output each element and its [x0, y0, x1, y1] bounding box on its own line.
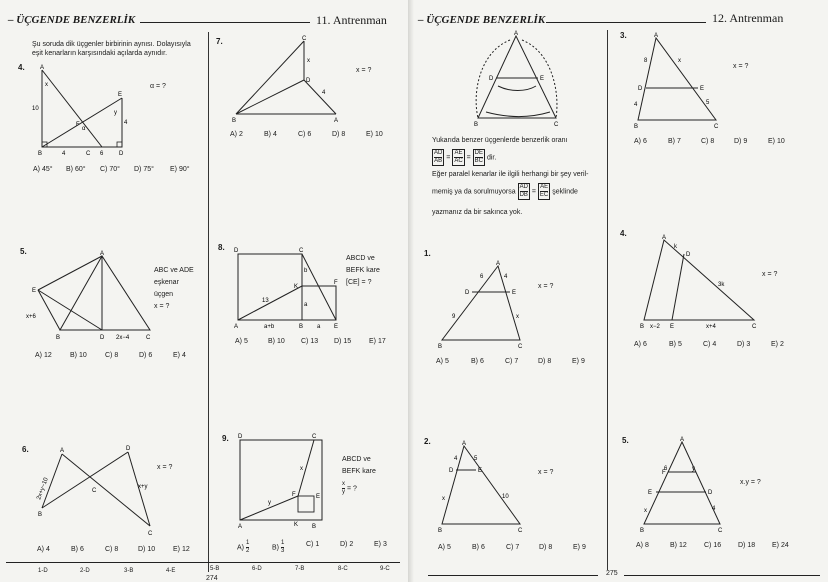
q5-desc-1: ABC ve ADE [154, 267, 194, 274]
r5-option-a[interactable]: A) 8 [636, 542, 649, 549]
q9-question-den: y [342, 489, 345, 495]
q5-option-c[interactable]: C) 8 [105, 352, 119, 359]
left-page-number: 274 [206, 575, 218, 582]
q4-label-4a: 4 [124, 120, 128, 126]
q4-question: α = ? [150, 83, 166, 90]
question-4-figure [30, 62, 140, 158]
q9-label-x: x [300, 466, 303, 472]
r2-option-b[interactable]: B) 6 [472, 544, 485, 551]
intro-figure [458, 30, 578, 130]
r5-label-B: B [640, 528, 645, 534]
question-6-figure [34, 446, 164, 536]
answer-key-8: 8-C [338, 566, 348, 572]
left-title: 11. Antrenman [316, 13, 387, 27]
question-8-figure [230, 246, 345, 332]
q5-desc-2: eşkenar [154, 279, 179, 286]
r3-label-5: 5 [706, 100, 710, 106]
q9-option-b-den: 3 [280, 548, 285, 554]
r-question-5-figure [636, 436, 736, 534]
q9-label-E: E [316, 494, 321, 500]
ratio2-n1: AD [519, 184, 528, 190]
r3-label-A: A [654, 33, 659, 39]
ratio2-n2: AE [540, 184, 549, 190]
r5-label-6: 6 [664, 466, 668, 472]
r4-label-x2: x−2 [650, 324, 660, 330]
intro-label-B: B [474, 122, 479, 128]
ratio-d2: AC [454, 158, 463, 164]
q8-option-d[interactable]: D) 15 [334, 338, 352, 345]
q9-option-b-letter: B) [272, 544, 279, 552]
q5-label-D: D [100, 335, 105, 341]
answer-key-9: 9-C [380, 566, 390, 572]
q6-option-d[interactable]: D) 10 [138, 546, 156, 553]
q8-question: [CE] = ? [346, 279, 372, 286]
r1-option-a[interactable]: A) 5 [436, 358, 449, 365]
q5-label-A: A [100, 251, 105, 257]
q7-option-a[interactable]: A) 2 [230, 131, 243, 138]
right-title: 12. Antrenman [712, 11, 784, 25]
r2-label-4: 4 [454, 456, 458, 462]
q5-option-b[interactable]: B) 10 [70, 352, 87, 359]
ratio2-d2: EC [539, 192, 549, 198]
q7-option-e[interactable]: E) 10 [366, 131, 383, 138]
q8-option-a[interactable]: A) 5 [235, 338, 248, 345]
q4-option-e[interactable]: E) 90° [170, 166, 190, 173]
q8-desc-1: ABCD ve [346, 255, 375, 262]
r2-label-10: 10 [502, 494, 509, 500]
q8-label-a1: a [304, 302, 308, 308]
answer-key-6: 6-D [252, 566, 262, 572]
r3-option-d[interactable]: D) 9 [734, 138, 748, 145]
q4-label-B: B [38, 151, 43, 157]
q5-option-d[interactable]: D) 6 [139, 352, 153, 359]
q6-option-c[interactable]: C) 8 [105, 546, 119, 553]
column-divider [208, 32, 209, 572]
q9-question [342, 481, 357, 496]
r5-option-e[interactable]: E) 24 [772, 542, 789, 549]
r3-question: x = ? [733, 63, 749, 70]
r5-label-4: 4 [712, 506, 716, 512]
q5-label-C: C [146, 335, 151, 341]
q8-option-e[interactable]: E) 17 [369, 338, 386, 345]
q5-label-E: E [32, 288, 37, 294]
q4-label-D: D [119, 151, 124, 157]
r3-option-e[interactable]: E) 10 [768, 138, 785, 145]
r-question-3-figure [630, 32, 730, 128]
ratio-d3: BC [474, 158, 483, 164]
r3-option-b[interactable]: B) 7 [668, 138, 681, 145]
q8-label-a2: a [317, 324, 321, 330]
answer-key-7: 7-B [295, 566, 305, 572]
q4-label-A: A [40, 65, 45, 71]
q4-option-b[interactable]: B) 60° [66, 166, 86, 173]
q8-label-B: B [299, 324, 304, 330]
q6-option-e[interactable]: E) 12 [173, 546, 190, 553]
r5-option-b[interactable]: B) 12 [670, 542, 687, 549]
q9-option-a-letter: A) [237, 544, 244, 552]
q9-option-a-den: 2 [245, 548, 250, 554]
q4-option-d[interactable]: D) 75° [134, 166, 154, 173]
q7-question: x = ? [356, 67, 372, 74]
explain-line-1: Yukarıda benzer üçgenlerde benzerlik oranı [432, 137, 568, 144]
r4-label-E: E [670, 324, 675, 330]
q5-option-a[interactable]: A) 12 [35, 352, 52, 359]
q4-label-E: E [118, 92, 123, 98]
q8-label-C: C [299, 248, 304, 254]
r2-option-d[interactable]: D) 8 [539, 544, 553, 551]
question-6-number: 6. [22, 445, 29, 454]
intro-label-D: D [489, 76, 494, 82]
q6-label-C: C [148, 531, 153, 537]
r5-option-d[interactable]: D) 18 [738, 542, 756, 549]
intro-label-A: A [514, 31, 519, 37]
r2-option-a[interactable]: A) 5 [438, 544, 451, 551]
q4-label-10: 10 [32, 106, 39, 112]
r3-label-B: B [634, 124, 639, 130]
q8-option-b[interactable]: B) 10 [268, 338, 285, 345]
q9-option-b[interactable] [272, 540, 284, 555]
r4-label-A: A [662, 235, 667, 241]
q8-desc-2: BEFK kare [346, 267, 380, 274]
q9-label-C: C [312, 434, 317, 440]
q7-label-4: 4 [322, 90, 326, 96]
intro-line-1: Şu soruda dik üçgenler birbirinin aynısı. Dolayısıyla [32, 41, 191, 48]
r5-label-E: E [648, 490, 653, 496]
q9-question-tail: = ? [346, 485, 357, 493]
question-9-number: 9. [222, 434, 229, 443]
r-question-2-figure [434, 440, 534, 532]
answer-key-1: 1-D [38, 568, 48, 574]
question-4-number: 4. [18, 63, 25, 72]
q6-label-B: B [38, 512, 43, 518]
r3-label-x: x [678, 58, 681, 64]
q7-label-x: x [307, 58, 310, 64]
r5-label-y: y [692, 466, 695, 472]
r-question-2-number: 2. [424, 437, 431, 446]
q4-label-6: 6 [100, 151, 104, 157]
r4-option-a[interactable]: A) 6 [634, 341, 647, 348]
r1-label-E: E [512, 290, 517, 296]
r1-label-B: B [438, 344, 443, 350]
r2-label-A: A [462, 441, 467, 447]
r1-label-A: A [496, 261, 501, 267]
q9-option-b-num: 1 [280, 540, 285, 546]
q4-option-a[interactable]: A) 45° [33, 166, 53, 173]
r3-label-E: E [700, 86, 705, 92]
page-gutter [408, 0, 414, 582]
q7-option-d[interactable]: D) 8 [332, 131, 346, 138]
right-header: – ÜÇGENDE BENZERLİK [418, 14, 546, 26]
r3-label-D: D [638, 86, 643, 92]
question-5-figure [26, 250, 160, 342]
r4-label-k: k [674, 244, 677, 250]
r4-option-b[interactable]: B) 5 [669, 341, 682, 348]
header-rule [140, 22, 310, 23]
q6-option-a[interactable]: A) 4 [37, 546, 50, 553]
r1-label-D: D [465, 290, 470, 296]
q8-label-F: F [334, 280, 338, 286]
q4-label-4b: 4 [62, 151, 66, 157]
answer-key-4: 4-E [166, 568, 176, 574]
r1-option-c[interactable]: C) 7 [505, 358, 519, 365]
r5-option-c[interactable]: C) 16 [704, 542, 722, 549]
q7-label-B: B [232, 118, 237, 124]
r-question-1-figure [434, 260, 534, 350]
q6-label-center: C [92, 488, 97, 494]
r3-label-C: C [714, 124, 719, 130]
footer-rule-right-b [624, 575, 820, 576]
ratio-line-1: $\frac{AD}{AB}$ = $\frac{AE}{AC}$ = $\frac{DE}{BC}$ dir. [434, 150, 497, 164]
r4-label-x4: x+4 [706, 324, 716, 330]
r2-option-c[interactable]: C) 7 [506, 544, 520, 551]
answer-key-2: 2-D [80, 568, 90, 574]
question-5-number: 5. [20, 247, 27, 256]
q6-label-D: D [126, 446, 131, 452]
intro-label-C: C [554, 122, 559, 128]
q9-label-B: B [312, 524, 317, 530]
explain-3b: şeklinde [552, 188, 578, 196]
r5-label-C: C [718, 528, 723, 534]
q8-option-c[interactable]: C) 13 [301, 338, 319, 345]
r4-option-e[interactable]: E) 2 [771, 341, 784, 348]
intro-line-2: eşit kenarların karşısındaki açılarda aynıdır. [32, 50, 168, 57]
r5-label-A: A [680, 437, 685, 443]
r1-label-4: 4 [504, 274, 508, 280]
r3-label-8: 8 [644, 58, 648, 64]
footer-rule-right-a [428, 575, 598, 576]
q6-label-left: 2x+y−10 [36, 476, 50, 501]
q9-label-K: K [294, 522, 299, 528]
r2-option-e[interactable]: E) 9 [573, 544, 586, 551]
r5-label-x: x [644, 508, 647, 514]
q7-option-c[interactable]: C) 6 [298, 131, 312, 138]
q5-option-e[interactable]: E) 4 [173, 352, 186, 359]
question-9-figure [234, 432, 334, 532]
q9-question-num: x [342, 481, 345, 487]
r2-label-C: C [518, 528, 523, 534]
q8-label-ab: a+b [264, 324, 275, 330]
q5-label-2x4: 2x−4 [116, 335, 130, 341]
r1-label-9: 9 [452, 314, 456, 320]
ratio-tail: dir. [486, 154, 497, 162]
answer-key-3: 3-B [124, 568, 134, 574]
ratio-n2: AE [454, 150, 463, 156]
q9-option-d[interactable]: D) 2 [340, 541, 354, 548]
q8-label-A: A [234, 324, 239, 330]
r2-label-x: x [442, 496, 445, 502]
q5-question: x = ? [154, 303, 170, 310]
r5-label-D: D [708, 490, 713, 496]
r3-option-a[interactable]: A) 6 [634, 138, 647, 145]
header-rule-right [546, 22, 706, 23]
q9-label-F: F [292, 492, 296, 498]
q5-desc-3: üçgen [154, 291, 174, 298]
r-question-4-figure [636, 234, 760, 332]
r4-option-d[interactable]: D) 3 [737, 341, 751, 348]
q9-option-e[interactable]: E) 3 [374, 541, 387, 548]
r3-option-c[interactable]: C) 8 [701, 138, 715, 145]
r1-label-6: 6 [480, 274, 484, 280]
question-8-number: 8. [218, 243, 225, 252]
q9-option-a-num: 1 [245, 540, 250, 546]
r-question-3-number: 3. [620, 31, 627, 40]
q9-desc-2: BEFK kare [342, 468, 376, 475]
r2-question: x = ? [538, 469, 554, 476]
r4-option-c[interactable]: C) 4 [703, 341, 717, 348]
footer-rule-left [6, 562, 400, 563]
q5-label-B: B [56, 335, 61, 341]
q4-option-c[interactable]: C) 70° [100, 166, 120, 173]
intro-label-E: E [540, 76, 545, 82]
ratio-n3: DE [474, 150, 483, 156]
left-header: – ÜÇGENDE BENZERLİK [8, 14, 136, 26]
explain-line-2: Eğer paralel kenarlar ile ilgili herhangi bir şey veril- [432, 171, 589, 178]
q9-option-a[interactable] [237, 540, 249, 555]
q8-label-E: E [334, 324, 339, 330]
q6-label-right: x+y [138, 484, 148, 490]
r-question-4-number: 4. [620, 229, 627, 238]
q9-option-c[interactable]: C) 1 [306, 541, 320, 548]
explain-line-4: yazmanız da bir sakınca yok. [432, 209, 523, 216]
q4-label-F: F [76, 122, 80, 128]
ratio2-d1: DB [519, 192, 528, 198]
q8-label-13: 13 [262, 298, 269, 304]
q7-option-b[interactable]: B) 4 [264, 131, 277, 138]
r5-question: x.y = ? [740, 479, 761, 486]
r3-label-4: 4 [634, 102, 638, 108]
q8-label-b: b [304, 268, 308, 274]
q4-label-x: x [45, 82, 48, 88]
r1-question: x = ? [538, 283, 554, 290]
explain-3a: memiş ya da sorulmuyorsa [432, 188, 516, 196]
q9-label-A: A [238, 524, 243, 530]
r2-label-5: 5 [474, 456, 478, 462]
q4-label-alpha: α [82, 126, 86, 132]
explain-line-3: memiş ya da sorulmuyorsa $\frac{AD}{DB}$ = $\frac{AE}{EC}$ şeklinde [432, 184, 578, 198]
r4-label-C: C [752, 324, 757, 330]
r4-label-3k: 3k [718, 282, 725, 288]
r1-option-d[interactable]: D) 8 [538, 358, 552, 365]
q4-label-C: C [86, 151, 91, 157]
ratio-d1: AB [434, 158, 443, 164]
ratio-n1: AD [434, 150, 443, 156]
r5-label-F: F [662, 470, 666, 476]
r4-label-D: D [686, 252, 691, 258]
r1-option-b[interactable]: B) 6 [471, 358, 484, 365]
column-divider-right [607, 30, 608, 570]
q7-label-A: A [334, 118, 339, 124]
r2-label-D: D [449, 468, 454, 474]
r-question-1-number: 1. [424, 249, 431, 258]
r4-label-B: B [640, 324, 645, 330]
q9-label-y: y [268, 500, 271, 506]
r2-label-E: E [478, 468, 483, 474]
r1-label-x: x [516, 314, 519, 320]
q8-label-D: D [234, 248, 239, 254]
r2-label-B: B [438, 528, 443, 534]
q9-desc-1: ABCD ve [342, 456, 371, 463]
right-page-number: 275 [606, 570, 618, 577]
answer-key-5: 5-B [210, 566, 220, 572]
q9-label-D: D [238, 434, 243, 440]
q7-label-C: C [302, 36, 307, 42]
q5-label-x6: x+6 [26, 314, 36, 320]
r4-question: x = ? [762, 271, 778, 278]
q4-label-y: y [114, 110, 117, 116]
question-7-number: 7. [216, 37, 223, 46]
q6-question: x = ? [157, 464, 173, 471]
question-7-figure [228, 36, 348, 122]
q7-label-D: D [306, 78, 311, 84]
q6-label-A: A [60, 448, 65, 454]
r1-option-e[interactable]: E) 9 [572, 358, 585, 365]
q8-label-K: K [294, 284, 299, 290]
r-question-5-number: 5. [622, 436, 629, 445]
q6-option-b[interactable]: B) 6 [71, 546, 84, 553]
r1-label-C: C [518, 344, 523, 350]
